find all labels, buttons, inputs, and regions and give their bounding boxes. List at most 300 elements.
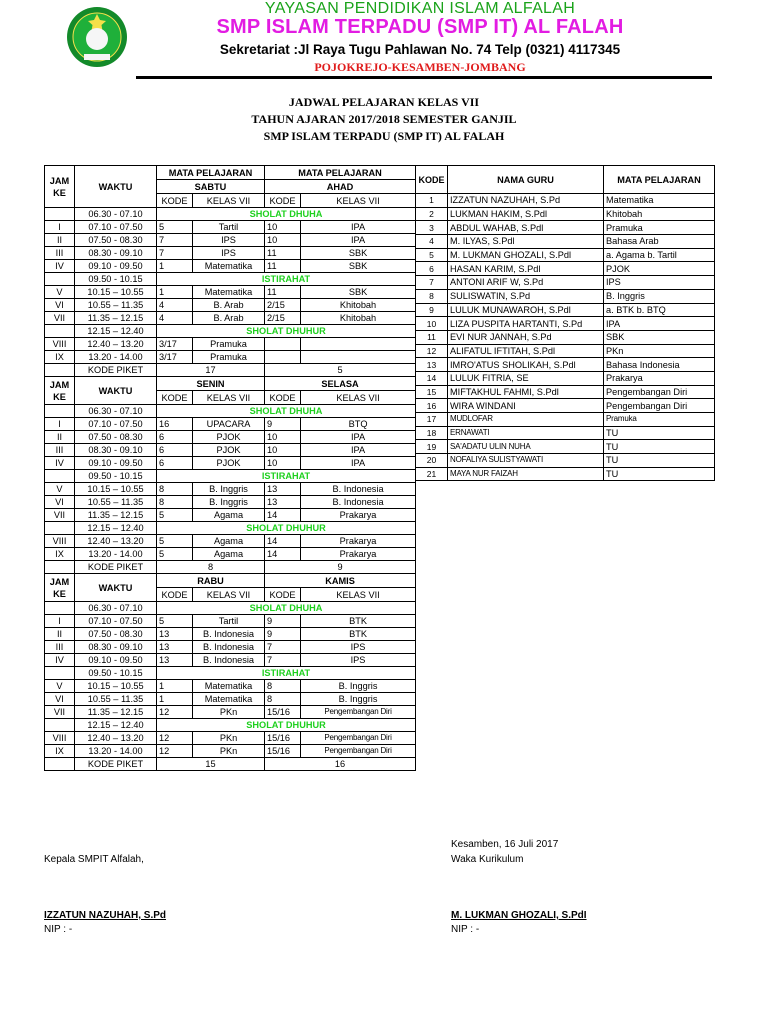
jam-cell: VII: [45, 312, 75, 325]
teacher-nama: M. LUKMAN GHOZALI, S.Pdl: [448, 248, 604, 262]
col-waktu: WAKTU: [75, 377, 157, 405]
mapel-cell: BTK: [301, 628, 416, 641]
lesson-row: [45, 732, 416, 745]
kode-cell: 1: [157, 260, 193, 273]
mapel-cell: B. Inggris: [193, 496, 265, 509]
break-row: [45, 602, 416, 615]
col-waktu: WAKTU: [75, 574, 157, 602]
teacher-col-kode: KODE: [416, 166, 448, 194]
waktu-cell: 08.30 - 09.10: [75, 247, 157, 260]
teacher-nama: SULISWATIN, S.Pd: [448, 289, 604, 303]
jam-cell: VI: [45, 693, 75, 706]
lesson-row: [45, 654, 416, 667]
col-kelas: KELAS VII: [301, 588, 416, 602]
kode-piket-2: 5: [265, 364, 416, 377]
kode-cell: 13: [157, 654, 193, 667]
break-label: ISTIRAHAT: [157, 470, 416, 483]
kode-cell: 9: [265, 615, 301, 628]
jam-cell: IV: [45, 457, 75, 470]
mapel-cell: B. Indonesia: [301, 496, 416, 509]
waktu-cell: 06.30 - 07.10: [75, 405, 157, 418]
lesson-row: [45, 444, 416, 457]
header-rule: [136, 76, 712, 79]
kode-cell: 7: [157, 234, 193, 247]
break-row: [45, 405, 416, 418]
kode-cell: 10: [265, 221, 301, 234]
kode-cell: 5: [157, 548, 193, 561]
waktu-cell: 12.40 – 13.20: [75, 338, 157, 351]
jam-cell: III: [45, 641, 75, 654]
mapel-cell: B. Inggris: [193, 483, 265, 496]
teacher-mapel: IPS: [604, 276, 715, 290]
teacher-table: [415, 165, 715, 481]
waktu-cell: 09.50 - 10.15: [75, 667, 157, 680]
jam-cell: [45, 719, 75, 732]
jam-cell: III: [45, 444, 75, 457]
teacher-nama: MAYA NUR FAIZAH: [448, 467, 604, 481]
mapel-cell: Prakarya: [301, 548, 416, 561]
teacher-mapel: TU: [604, 454, 715, 468]
mapel-cell: Pramuka: [193, 351, 265, 364]
mapel-cell: B. Inggris: [301, 680, 416, 693]
mapel-cell: IPA: [301, 444, 416, 457]
waktu-cell: 11.35 – 12.15: [75, 509, 157, 522]
teacher-mapel: B. Inggris: [604, 289, 715, 303]
lesson-row: [45, 286, 416, 299]
waktu-cell: 09.50 - 10.15: [75, 470, 157, 483]
teacher-kode: 8: [416, 289, 448, 303]
teacher-kode: 11: [416, 330, 448, 344]
left-signer-nip: NIP : -: [44, 924, 73, 935]
lesson-row: [45, 247, 416, 260]
teacher-row: [416, 330, 715, 344]
teacher-mapel: Prakarya: [604, 371, 715, 385]
lesson-row: [45, 509, 416, 522]
mapel-cell: Matematika: [193, 680, 265, 693]
teacher-nama: LULUK MUNAWAROH, S.Pdl: [448, 303, 604, 317]
col-kode: KODE: [265, 194, 301, 208]
break-row: [45, 273, 416, 286]
jam-cell: II: [45, 431, 75, 444]
waktu-cell: 11.35 – 12.15: [75, 706, 157, 719]
kode-piket-1: 8: [157, 561, 265, 574]
break-label: SHOLAT DHUHA: [157, 602, 416, 615]
left-signer-role: Kepala SMPIT Alfalah,: [44, 854, 144, 865]
doc-title-3: SMP ISLAM TERPADU (SMP IT) AL FALAH: [263, 129, 505, 143]
kode-cell: 14: [265, 535, 301, 548]
teacher-mapel: a. BTK b. BTQ: [604, 303, 715, 317]
waktu-cell: 09.50 - 10.15: [75, 273, 157, 286]
teacher-nama: NOFALIYA SULISTYAWATI: [448, 454, 604, 468]
mapel-cell: SBK: [301, 260, 416, 273]
teacher-kode: 5: [416, 248, 448, 262]
mapel-cell: Pengembangan Diri: [301, 732, 416, 745]
kode-cell: 8: [265, 680, 301, 693]
jam-cell: IV: [45, 654, 75, 667]
kode-piket-label: KODE PIKET: [75, 561, 157, 574]
break-row: [45, 667, 416, 680]
waktu-cell: 12.15 – 12.40: [75, 719, 157, 732]
teacher-mapel: TU: [604, 440, 715, 454]
kode-piket-label: KODE PIKET: [75, 364, 157, 377]
teacher-kode: 7: [416, 276, 448, 290]
teacher-mapel: PJOK: [604, 262, 715, 276]
teacher-nama: MUDLOFAR: [448, 413, 604, 427]
teacher-mapel: IPA: [604, 317, 715, 331]
mapel-cell: BTK: [301, 615, 416, 628]
kode-cell: 10: [265, 457, 301, 470]
waktu-cell: 13.20 - 14.00: [75, 548, 157, 561]
teacher-mapel: a. Agama b. Tartil: [604, 248, 715, 262]
lesson-row: [45, 299, 416, 312]
mapel-cell: [301, 351, 416, 364]
mapel-cell: [301, 338, 416, 351]
waktu-cell: 12.15 – 12.40: [75, 325, 157, 338]
col-kelas: KELAS VII: [193, 194, 265, 208]
teacher-row: [416, 454, 715, 468]
kode-cell: 13: [157, 641, 193, 654]
teacher-nama: LUKMAN HAKIM, S.Pdl: [448, 207, 604, 221]
teacher-kode: 10: [416, 317, 448, 331]
jam-cell: [45, 325, 75, 338]
kode-cell: [265, 351, 301, 364]
lesson-row: [45, 548, 416, 561]
mapel-cell: Khitobah: [301, 312, 416, 325]
lesson-row: [45, 693, 416, 706]
place-date: Kesamben, 16 Juli 2017: [451, 839, 559, 850]
break-label: SHOLAT DHUHA: [157, 405, 416, 418]
teacher-row: [416, 194, 715, 208]
kode-cell: 1: [157, 693, 193, 706]
mapel-cell: IPS: [193, 234, 265, 247]
col-kode: KODE: [157, 391, 193, 405]
lesson-row: [45, 680, 416, 693]
teacher-row: [416, 426, 715, 440]
waktu-cell: 12.40 – 13.20: [75, 732, 157, 745]
teacher-row: [416, 221, 715, 235]
mapel-cell: Pengembangan Diri: [301, 706, 416, 719]
mapel-cell: IPA: [301, 457, 416, 470]
kode-cell: 13: [265, 496, 301, 509]
jam-cell: VII: [45, 509, 75, 522]
teacher-mapel: TU: [604, 426, 715, 440]
kode-cell: 10: [265, 444, 301, 457]
mapel-cell: IPA: [301, 431, 416, 444]
waktu-cell: 10.55 – 11.35: [75, 496, 157, 509]
teacher-nama: IMRO'ATUS SHOLIKAH, S.Pdl: [448, 358, 604, 372]
teacher-row: [416, 358, 715, 372]
teacher-mapel: PKn: [604, 344, 715, 358]
waktu-cell: 08.30 - 09.10: [75, 641, 157, 654]
break-label: SHOLAT DHUHUR: [157, 719, 416, 732]
waktu-cell: 07.10 - 07.50: [75, 418, 157, 431]
mapel-cell: Prakarya: [301, 509, 416, 522]
lesson-row: [45, 431, 416, 444]
kode-cell: 7: [157, 247, 193, 260]
kode-cell: 5: [157, 509, 193, 522]
jam-cell: IX: [45, 745, 75, 758]
jam-cell: V: [45, 286, 75, 299]
jam-cell: [45, 273, 75, 286]
teacher-kode: 9: [416, 303, 448, 317]
mapel-cell: Agama: [193, 548, 265, 561]
day-name-2: KAMIS: [265, 574, 416, 588]
col-kelas: KELAS VII: [301, 194, 416, 208]
kode-cell: 7: [265, 641, 301, 654]
kode-piket-row: [45, 758, 416, 771]
kode-cell: 15/16: [265, 732, 301, 745]
kode-cell: 2/15: [265, 299, 301, 312]
kode-cell: 9: [265, 628, 301, 641]
mapel-cell: IPS: [301, 654, 416, 667]
teacher-row: [416, 303, 715, 317]
schedule-header-row: [45, 166, 416, 180]
col-kode: KODE: [265, 391, 301, 405]
kode-cell: 13: [157, 628, 193, 641]
waktu-cell: 12.15 – 12.40: [75, 522, 157, 535]
mapel-cell: Matematika: [193, 286, 265, 299]
kode-piket-1: 15: [157, 758, 265, 771]
waktu-cell: 09.10 - 09.50: [75, 654, 157, 667]
teacher-kode: 21: [416, 467, 448, 481]
mapel-cell: B. Arab: [193, 299, 265, 312]
lesson-row: [45, 338, 416, 351]
jam-cell: I: [45, 221, 75, 234]
teacher-kode: 15: [416, 385, 448, 399]
teacher-row: [416, 317, 715, 331]
jam-cell: II: [45, 234, 75, 247]
kode-cell: 11: [265, 286, 301, 299]
teacher-mapel: Khitobah: [604, 207, 715, 221]
col-kode: KODE: [157, 588, 193, 602]
teacher-nama: ERNAWATI: [448, 426, 604, 440]
mapel-cell: Matematika: [193, 693, 265, 706]
teacher-row: [416, 262, 715, 276]
jam-cell: [45, 522, 75, 535]
kode-cell: 2/15: [265, 312, 301, 325]
mapel-cell: PKn: [193, 745, 265, 758]
mapel-cell: Khitobah: [301, 299, 416, 312]
mapel-cell: PJOK: [193, 457, 265, 470]
teacher-kode: 4: [416, 235, 448, 249]
jam-cell: VIII: [45, 732, 75, 745]
teacher-nama: ABDUL WAHAB, S.Pdl: [448, 221, 604, 235]
waktu-cell: 06.30 - 07.10: [75, 602, 157, 615]
teacher-row: [416, 276, 715, 290]
teacher-nama: EVI NUR JANNAH, S.Pd: [448, 330, 604, 344]
kode-piket-2: 16: [265, 758, 416, 771]
mapel-cell: PJOK: [193, 431, 265, 444]
mapel-cell: SBK: [301, 247, 416, 260]
kode-piket-row: [45, 561, 416, 574]
jam-cell: IX: [45, 548, 75, 561]
teacher-nama: ANTONI ARIF W, S.Pd: [448, 276, 604, 290]
mapel-cell: Agama: [193, 535, 265, 548]
schedule-table: [44, 165, 416, 771]
teacher-row: [416, 289, 715, 303]
lesson-row: [45, 628, 416, 641]
teacher-mapel: Pengembangan Diri: [604, 385, 715, 399]
teacher-kode: 1: [416, 194, 448, 208]
jam-cell: [45, 602, 75, 615]
mapel-cell: PKn: [193, 732, 265, 745]
teacher-kode: 6: [416, 262, 448, 276]
waktu-cell: 07.50 - 08.30: [75, 234, 157, 247]
teacher-row: [416, 371, 715, 385]
teacher-kode: 19: [416, 440, 448, 454]
jam-cell: [45, 470, 75, 483]
mapel-cell: Agama: [193, 509, 265, 522]
col-kelas: KELAS VII: [193, 588, 265, 602]
teacher-row: [416, 440, 715, 454]
kode-cell: 10: [265, 431, 301, 444]
day-name-1: SABTU: [157, 180, 265, 194]
waktu-cell: 09.10 - 09.50: [75, 457, 157, 470]
jam-cell: IV: [45, 260, 75, 273]
kode-piket-1: 17: [157, 364, 265, 377]
teacher-col-nama: NAMA GURU: [448, 166, 604, 194]
doc-title-2: TAHUN AJARAN 2017/2018 SEMESTER GANJIL: [251, 112, 517, 126]
mapel-cell: PJOK: [193, 444, 265, 457]
mapel-cell: IPS: [193, 247, 265, 260]
school-logo: [66, 6, 128, 68]
teacher-kode: 20: [416, 454, 448, 468]
kode-cell: 12: [157, 745, 193, 758]
waktu-cell: 07.10 - 07.50: [75, 615, 157, 628]
kode-cell: 13: [265, 483, 301, 496]
teacher-row: [416, 385, 715, 399]
mapel-cell: BTQ: [301, 418, 416, 431]
lesson-row: [45, 457, 416, 470]
teacher-nama: IZZATUN NAZUHAH, S.Pd: [448, 194, 604, 208]
col-kode: KODE: [157, 194, 193, 208]
teacher-row: [416, 413, 715, 427]
kode-cell: 5: [157, 535, 193, 548]
break-row: [45, 522, 416, 535]
jam-cell: [45, 758, 75, 771]
jam-cell: V: [45, 483, 75, 496]
jam-cell: V: [45, 680, 75, 693]
break-row: [45, 470, 416, 483]
waktu-cell: 07.10 - 07.50: [75, 221, 157, 234]
school-name: SMP ISLAM TERPADU (SMP IT) AL FALAH: [216, 16, 624, 38]
lesson-row: [45, 418, 416, 431]
kode-cell: 10: [265, 234, 301, 247]
lesson-row: [45, 483, 416, 496]
teacher-mapel: Matematika: [604, 194, 715, 208]
lesson-row: [45, 615, 416, 628]
mapel-cell: B. Indonesia: [193, 628, 265, 641]
jam-cell: [45, 405, 75, 418]
col-jam-ke: JAM KE: [45, 377, 75, 405]
mapel-cell: B. Indonesia: [301, 483, 416, 496]
mapel-cell: B. Indonesia: [193, 654, 265, 667]
col-kelas: KELAS VII: [301, 391, 416, 405]
waktu-cell: 12.40 – 13.20: [75, 535, 157, 548]
break-label: SHOLAT DHUHUR: [157, 522, 416, 535]
jam-cell: [45, 561, 75, 574]
lesson-row: [45, 234, 416, 247]
teacher-kode: 17: [416, 413, 448, 427]
jam-cell: [45, 667, 75, 680]
kode-cell: 3/17: [157, 351, 193, 364]
kode-cell: 9: [265, 418, 301, 431]
mapel-cell: Pramuka: [193, 338, 265, 351]
break-label: ISTIRAHAT: [157, 273, 416, 286]
mapel-cell: IPA: [301, 234, 416, 247]
teacher-nama: M. ILYAS, S.Pdl: [448, 235, 604, 249]
teacher-nama: ALIFATUL IFTITAH, S.Pdl: [448, 344, 604, 358]
waktu-cell: 10.15 – 10.55: [75, 483, 157, 496]
teacher-row: [416, 248, 715, 262]
kode-cell: 1: [157, 286, 193, 299]
break-row: [45, 719, 416, 732]
mapel-cell: Pengembangan Diri: [301, 745, 416, 758]
teacher-mapel: Pengembangan Diri: [604, 399, 715, 413]
jam-cell: VIII: [45, 338, 75, 351]
lesson-row: [45, 706, 416, 719]
right-signer-nip: NIP : -: [451, 924, 480, 935]
day-name-1: RABU: [157, 574, 265, 588]
mapel-cell: SBK: [301, 286, 416, 299]
jam-cell: [45, 364, 75, 377]
mapel-cell: Tartil: [193, 615, 265, 628]
teacher-nama: MIFTAKHUL FAHMI, S.Pdl: [448, 385, 604, 399]
kode-cell: 4: [157, 312, 193, 325]
teacher-nama: SA'ADATU ULIN NUHA: [448, 440, 604, 454]
teacher-nama: WIRA WINDANI: [448, 399, 604, 413]
lesson-row: [45, 535, 416, 548]
break-label: SHOLAT DHUHUR: [157, 325, 416, 338]
jam-cell: II: [45, 628, 75, 641]
break-row: [45, 208, 416, 221]
col-jam-ke: JAM KE: [45, 574, 75, 602]
mapel-cell: IPA: [301, 221, 416, 234]
kode-cell: 8: [157, 483, 193, 496]
teacher-row: [416, 207, 715, 221]
kode-cell: 15/16: [265, 745, 301, 758]
col-mapel-1: MATA PELAJARAN: [157, 166, 265, 180]
teacher-row: [416, 235, 715, 249]
mapel-cell: B. Inggris: [301, 693, 416, 706]
jam-cell: I: [45, 615, 75, 628]
mapel-cell: PKn: [193, 706, 265, 719]
day-name-1: SENIN: [157, 377, 265, 391]
jam-cell: IX: [45, 351, 75, 364]
jam-cell: VIII: [45, 535, 75, 548]
kode-piket-row: [45, 364, 416, 377]
waktu-cell: 07.50 - 08.30: [75, 628, 157, 641]
mapel-cell: IPS: [301, 641, 416, 654]
teacher-mapel: SBK: [604, 330, 715, 344]
teacher-row: [416, 344, 715, 358]
kode-cell: 12: [157, 706, 193, 719]
lesson-row: [45, 496, 416, 509]
waktu-cell: 09.10 - 09.50: [75, 260, 157, 273]
kode-cell: 6: [157, 444, 193, 457]
teacher-kode: 3: [416, 221, 448, 235]
school-location: POJOKREJO-KESAMBEN-JOMBANG: [314, 60, 526, 74]
mapel-cell: UPACARA: [193, 418, 265, 431]
teacher-mapel: Bahasa Indonesia: [604, 358, 715, 372]
jam-cell: [45, 208, 75, 221]
teacher-kode: 13: [416, 358, 448, 372]
teacher-col-mapel: MATA PELAJARAN: [604, 166, 715, 194]
lesson-row: [45, 312, 416, 325]
school-address: Sekretariat :Jl Raya Tugu Pahlawan No. 74 Telp (0321) 4117345: [219, 42, 621, 57]
kode-cell: 14: [265, 548, 301, 561]
teacher-kode: 18: [416, 426, 448, 440]
